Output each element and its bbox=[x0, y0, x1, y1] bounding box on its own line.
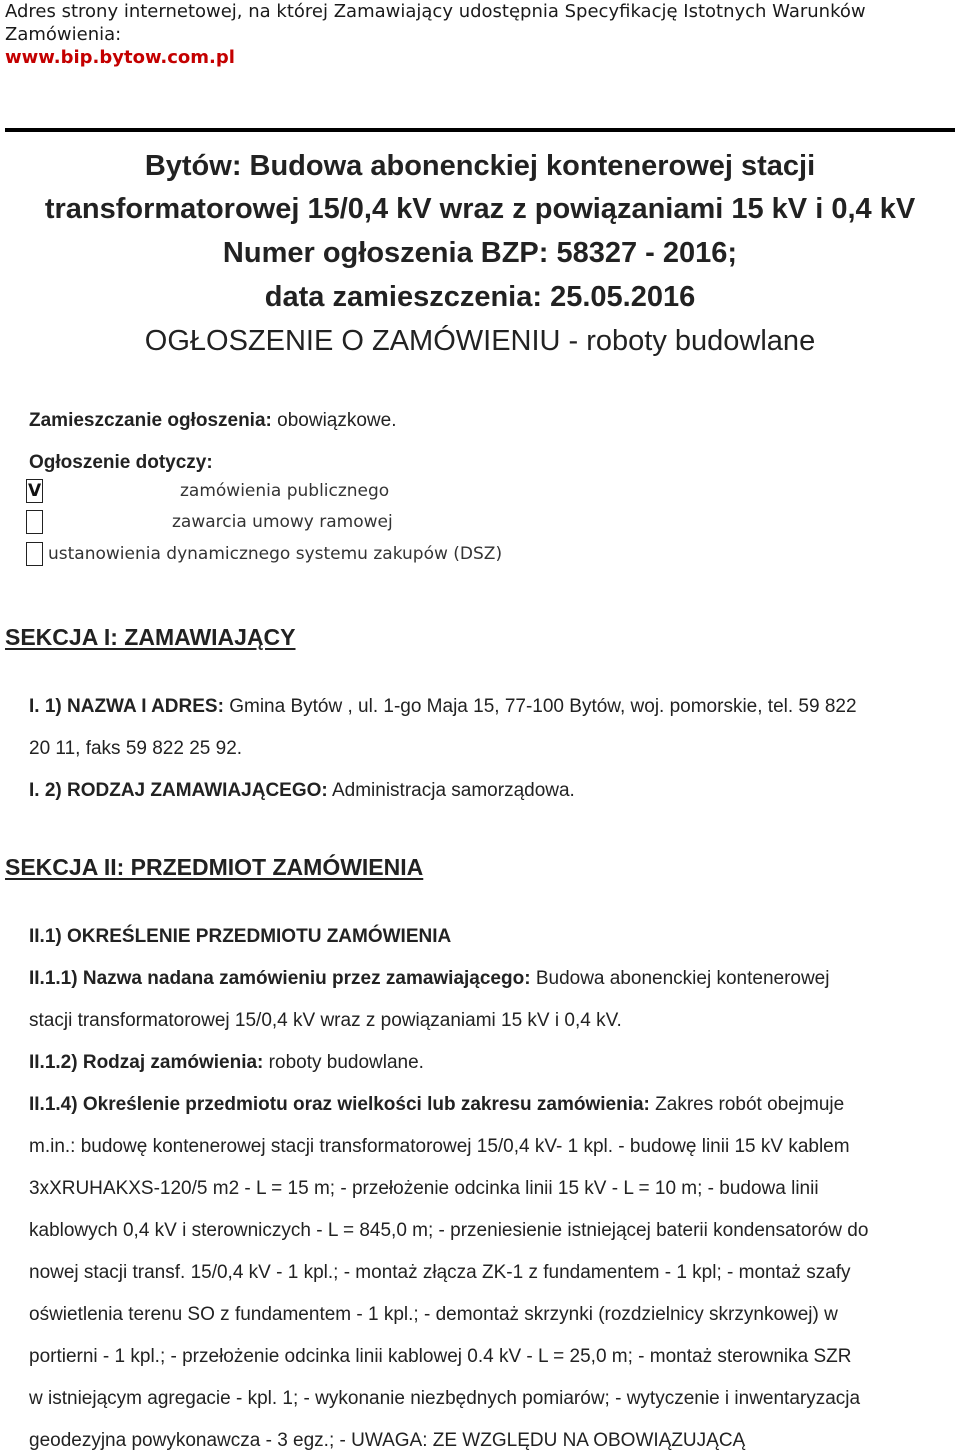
title-line-2: transformatorowej 15/0,4 kV wraz z powiązaniami 15 kV i 0,4 kV bbox=[44, 193, 916, 225]
header-divider bbox=[5, 128, 955, 132]
contract-name-value: Budowa abonenckiej kontenerowej bbox=[535, 968, 830, 989]
bip-url-link[interactable]: www.bip.bytow.com.pl bbox=[5, 47, 235, 68]
mandatory-publication-line bbox=[29, 410, 396, 432]
scope-text-line: 3xXRUHAKXS-120/5 m2 - L = 15 m; - przełożenie odcinka linii 15 kV - L = 10 m; - budowa linii bbox=[29, 1178, 819, 1199]
scope-label: II.1.4) Określenie przedmiotu oraz wielkości lub zakresu zamówienia: bbox=[29, 1094, 650, 1115]
subject-definition-heading: II.1) OKREŚLENIE PRZEDMIOTU ZAMÓWIENIA bbox=[29, 926, 452, 947]
checkbox-dynamic-purchasing-system[interactable] bbox=[26, 542, 43, 566]
scope-line bbox=[29, 1094, 844, 1116]
notice-type-heading: OGŁOSZENIE O ZAMÓWIENIU - roboty budowlane bbox=[144, 325, 816, 357]
authority-type-label: I. 2) RODZAJ ZAMAWIAJĄCEGO: bbox=[29, 780, 328, 801]
contract-type-line bbox=[29, 1052, 424, 1074]
contract-type-value: roboty budowlane. bbox=[268, 1052, 424, 1073]
scope-text-line: m.in.: budowę kontenerowej stacji transformatorowej 15/0,4 kV- 1 kpl. - budowę linii 15 kV kablem bbox=[29, 1136, 850, 1157]
announcement-number: Numer ogłoszenia BZP: 58327 - 2016; bbox=[222, 237, 738, 269]
scope-text-line: w istniejącym agregacie - kpl. 1; - wykonanie niezbędnych pomiarów; - wytyczenie i inwentaryzacja bbox=[29, 1388, 861, 1409]
contract-type-label: II.1.2) Rodzaj zamówienia: bbox=[29, 1052, 264, 1073]
option-dynamic-purchasing-system: ustanowienia dynamicznego systemu zakupów (DSZ) bbox=[48, 544, 503, 564]
name-address-value: Gmina Bytów , ul. 1-go Maja 15, 77-100 Bytów, woj. pomorskie, tel. 59 822 bbox=[229, 696, 857, 717]
header-line-1: Adres strony internetowej, na której Zamawiający udostępnia Specyfikację Istotnych Warunków bbox=[5, 1, 866, 22]
contract-name-value-cont: stacji transformatorowej 15/0,4 kV wraz z powiązaniami 15 kV i 0,4 kV. bbox=[29, 1010, 622, 1031]
contracting-authority-type bbox=[29, 780, 575, 802]
authority-type-value: Administracja samorządowa. bbox=[331, 780, 575, 801]
scope-text-line: nowej stacji transf. 15/0,4 kV - 1 kpl.; - montaż złącza ZK-1 z fundamentem - 1 kpl; - montaż szafy bbox=[29, 1262, 851, 1283]
name-address-value-cont: 20 11, faks 59 822 25 92. bbox=[29, 738, 243, 759]
title-line-1: Bytów: Budowa abonenckiej kontenerowej stacji bbox=[144, 150, 816, 182]
contract-name-line bbox=[29, 968, 829, 990]
scope-text-line: kablowych 0,4 kV i sterowniczych - L = 845,0 m; - przeniesienie istniejącej baterii kondensatorów do bbox=[29, 1220, 869, 1241]
option-public-procurement: zamówienia publicznego bbox=[180, 481, 390, 501]
contract-name-label: II.1.1) Nazwa nadana zamówieniu przez zamawiającego: bbox=[29, 968, 531, 989]
checkbox-framework-agreement[interactable] bbox=[26, 510, 43, 534]
publication-date: data zamieszczenia: 25.05.2016 bbox=[264, 281, 696, 313]
section-2-heading: SEKCJA II: PRZEDMIOT ZAMÓWIENIA bbox=[5, 854, 424, 880]
check-mark-icon: V bbox=[28, 481, 42, 501]
notice-concerns-label: Ogłoszenie dotyczy: bbox=[29, 452, 213, 473]
scope-text-line: geodezyjna powykonawcza - 3 egz.; - UWAGA: ZE WZGLĘDU NA OBOWIĄZUJĄCĄ bbox=[29, 1430, 746, 1451]
scope-text-line: portierni - 1 kpl.; - przełożenie odcinka linii kablowej 0.4 kV - L = 25,0 m; - montaż sterownika SZR bbox=[29, 1346, 852, 1367]
name-address-label: I. 1) NAZWA I ADRES: bbox=[29, 696, 224, 717]
specification-url-header bbox=[5, 0, 866, 69]
scope-text-line: oświetlenia terenu SO z fundamentem - 1 kpl.; - demontaż skrzynki (rozdzielnicy skrzynkowej) w bbox=[29, 1304, 838, 1325]
contracting-authority-address bbox=[29, 696, 857, 718]
mandatory-publication-label: Zamieszczanie ogłoszenia: bbox=[29, 410, 272, 431]
mandatory-publication-value: obowiązkowe. bbox=[277, 410, 397, 431]
scope-value: Zakres robót obejmuje bbox=[655, 1094, 845, 1115]
checkbox-public-procurement[interactable] bbox=[26, 479, 43, 503]
section-1-heading: SEKCJA I: ZAMAWIAJĄCY bbox=[5, 624, 296, 650]
option-framework-agreement: zawarcia umowy ramowej bbox=[172, 512, 393, 532]
header-line-2: Zamówienia: bbox=[5, 24, 122, 45]
